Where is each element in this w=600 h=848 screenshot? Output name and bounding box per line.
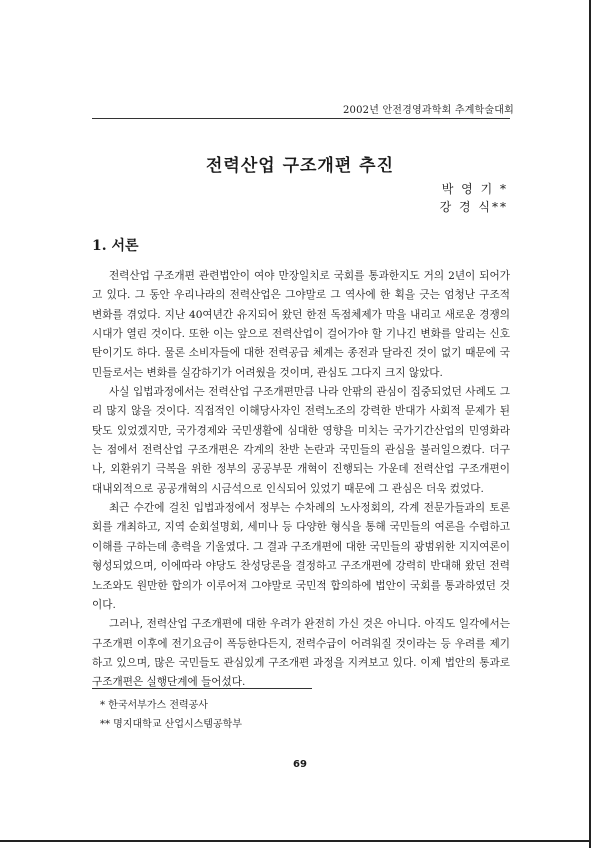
footnote-2: ** 명지대학교 산업시스템공학부 bbox=[100, 719, 242, 730]
page-border-right bbox=[589, 0, 591, 848]
page-border-bottom bbox=[0, 840, 591, 842]
section-heading: 1. 서론 bbox=[92, 238, 139, 254]
paragraph-4: 그러나, 전력산업 구조개편에 대한 우려가 완전히 가신 것은 아니다. 아직도 일각에서는 구조개편 이후에 전기요금이 폭등한다든지, 전력수급이 어려워질 것이라는 등 우려를 제기하고 있으며, 많은 국민들도 관심있게 구조개편 과정을 지켜보고 있다. 이제 법안의 통과로 구조개편은 실행단계에 들어섰다. bbox=[92, 618, 510, 689]
author-2: 강 경 식** bbox=[439, 200, 508, 214]
footnote-rule bbox=[92, 688, 312, 689]
running-header: 2002년 안전경영과학회 추계학술대회 bbox=[342, 105, 514, 116]
author-1: 박 영 기 * bbox=[441, 182, 508, 196]
paragraph-1: 전력산업 구조개편 관련법안이 여야 만장일치로 국회를 통과한지도 거의 2년이 되어가고 있다. 그 동안 우리나라의 전력산업은 그야말로 그 역사에 한 획을 긋는 엄청난 구조적 변화를 겪었다. 지난 40여년간 유지되어 왔던 한전 독점체제가 막을 내리고 새로운 경쟁의 시대가 열린 것이다. 또한 이는 앞으로 전력산업이 걸어가야 할 기나긴 변화를 알리는 신호탄이기도 하다. 물론 소비자들에 대한 전력공급 체계는 종전과 달라진 것이 없기 때문에 국민들로서는 변화를 실감하기가 어려웠을 것이며, 관심도 그다지 크지 않았다. bbox=[92, 270, 510, 379]
body-text bbox=[92, 267, 510, 693]
footnote-1: * 한국서부가스 전력공사 bbox=[100, 700, 208, 711]
paper-title: 전력산업 구조개편 추진 bbox=[205, 156, 395, 176]
paragraph-3: 최근 수간에 걸친 입법과정에서 정부는 수차례의 노사정회의, 각계 전문가들과의 토론회를 개최하고, 지역 순회설명회, 세미나 등 다양한 형식을 통해 국민들의 여론을 수렴하고 이해를 구하는데 총력을 기울였다. 그 결과 구조개편에 대한 국민들의 광범위한 지지여론이 형성되었으며, 이에따라 야당도 찬성당론을 결정하고 구조개편에 강력히 반대해 왔던 전력노조와도 원만한 합의가 이루어져 그야말로 국민적 합의하에 법안이 국회를 통과하였던 것이다. bbox=[92, 502, 510, 611]
footnotes bbox=[100, 696, 242, 734]
header-rule bbox=[92, 118, 510, 119]
paragraph-2: 사실 입법과정에서는 전력산업 구조개편만큼 나라 안팎의 관심이 집중되었던 사례도 그리 많지 않을 것이다. 직접적인 이해당사자인 전력노조의 강력한 반대가 사회적 문제가 된 탓도 있었겠지만, 국가경제와 국민생활에 심대한 영향을 미치는 국가기간산업의 민영화라는 점에서 전력산업 구조개편은 각계의 찬반 논란과 국민들의 관심을 불러일으켰다. 더구나, 외환위기 극복을 위한 정부의 공공부문 개혁이 진행되는 가운데 전력산업 구조개편이 대내외적으로 공공개혁의 시금석으로 인식되어 있었기 때문에 그 관심은 더욱 컸었다. bbox=[92, 386, 510, 495]
page-number: 69 bbox=[293, 759, 307, 770]
